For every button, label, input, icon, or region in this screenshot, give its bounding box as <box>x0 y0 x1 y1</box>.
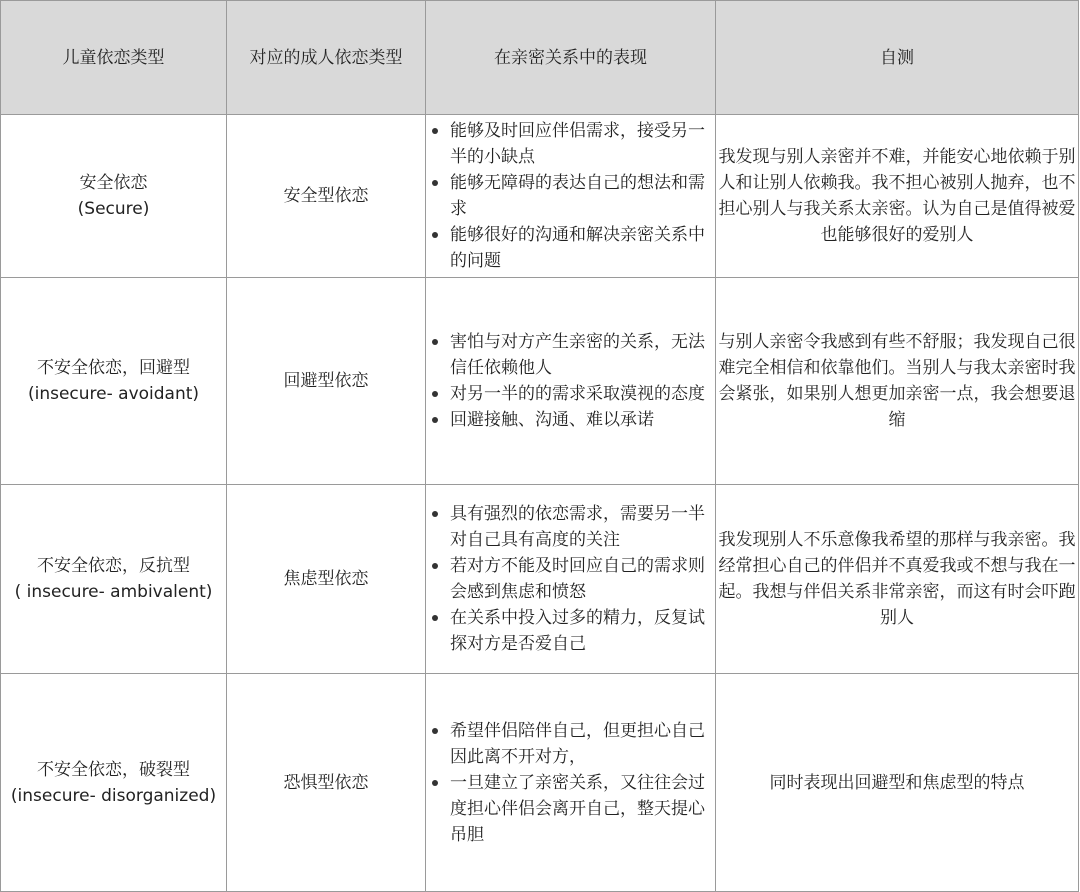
selftest-cell: 同时表现出回避型和焦虑型的特点 <box>716 674 1079 892</box>
child-type-en-label: ( insecure- ambivalent) <box>14 582 213 602</box>
behavior-item: 希望伴侣陪伴自己，但更担心自己因此离不开对方， <box>450 718 715 770</box>
child-type-cell <box>1 115 227 278</box>
behavior-item: 一旦建立了亲密关系，又往往会过度担心伴侣会离开自己，整天提心吊胆 <box>450 770 715 848</box>
behavior-cell <box>426 674 716 892</box>
child-type-label: 不安全依恋，破裂型 <box>37 759 190 780</box>
behavior-item: 对另一半的的需求采取漠视的态度 <box>450 381 715 407</box>
header-behavior: 在亲密关系中的表现 <box>426 1 716 115</box>
header-row <box>1 1 1079 115</box>
child-type-cell <box>1 674 227 892</box>
behavior-list <box>426 329 715 433</box>
adult-type-cell: 恐惧型依恋 <box>227 674 426 892</box>
behavior-cell <box>426 485 716 674</box>
behavior-item: 回避接触、沟通、难以承诺 <box>450 407 715 433</box>
behavior-item: 在关系中投入过多的精力，反复试探对方是否爱自己 <box>450 605 715 657</box>
adult-type-cell: 焦虑型依恋 <box>227 485 426 674</box>
child-type-label: 安全依恋 <box>79 173 148 193</box>
header-adult-type: 对应的成人依恋类型 <box>227 1 426 115</box>
table-row <box>1 278 1079 485</box>
adult-type-cell: 回避型依恋 <box>227 278 426 485</box>
child-type-cell <box>1 485 227 674</box>
selftest-cell: 与别人亲密令我感到有些不舒服；我发现自己很难完全相信和依靠他们。当别人与我太亲密时我会紧张，如果别人想更加亲密一点，我会想要退缩 <box>716 278 1079 485</box>
behavior-item: 能够及时回应伴侣需求，接受另一半的小缺点 <box>450 118 715 170</box>
behavior-list <box>426 718 715 848</box>
child-type-en-label: (Secure) <box>77 199 150 219</box>
selftest-cell: 我发现与别人亲密并不难，并能安心地依赖于别人和让别人依赖我。我不担心被别人抛弃，也不担心别人与我关系太亲密。认为自己是值得被爱也能够很好的爱别人 <box>716 115 1079 278</box>
behavior-item: 能够无障碍的表达自己的想法和需求 <box>450 170 715 222</box>
child-type-label: 不安全依恋，反抗型 <box>37 556 190 576</box>
child-type-cell <box>1 278 227 485</box>
behavior-item: 具有强烈的依恋需求，需要另一半对自己具有高度的关注 <box>450 501 715 553</box>
behavior-cell <box>426 115 716 278</box>
child-type-label: 不安全依恋，回避型 <box>37 358 190 378</box>
header-child-type: 儿童依恋类型 <box>1 1 227 115</box>
header-selftest: 自测 <box>716 1 1079 115</box>
adult-type-cell: 安全型依恋 <box>227 115 426 278</box>
child-type-en-label: (insecure- avoidant) <box>27 384 200 404</box>
selftest-cell: 我发现别人不乐意像我希望的那样与我亲密。我经常担心自己的伴侣并不真爱我或不想与我在一起。我想与伴侣关系非常亲密，而这有时会吓跑别人 <box>716 485 1079 674</box>
table-row <box>1 485 1079 674</box>
table-row <box>1 674 1079 892</box>
child-type-en-label: (insecure- disorganized) <box>10 785 217 806</box>
behavior-item: 害怕与对方产生亲密的关系，无法信任依赖他人 <box>450 329 715 381</box>
behavior-list <box>426 501 715 657</box>
behavior-item: 能够很好的沟通和解决亲密关系中的问题 <box>450 222 715 274</box>
table-row <box>1 115 1079 278</box>
behavior-list <box>426 118 715 274</box>
behavior-cell <box>426 278 716 485</box>
behavior-item: 若对方不能及时回应自己的需求则会感到焦虑和愤怒 <box>450 553 715 605</box>
